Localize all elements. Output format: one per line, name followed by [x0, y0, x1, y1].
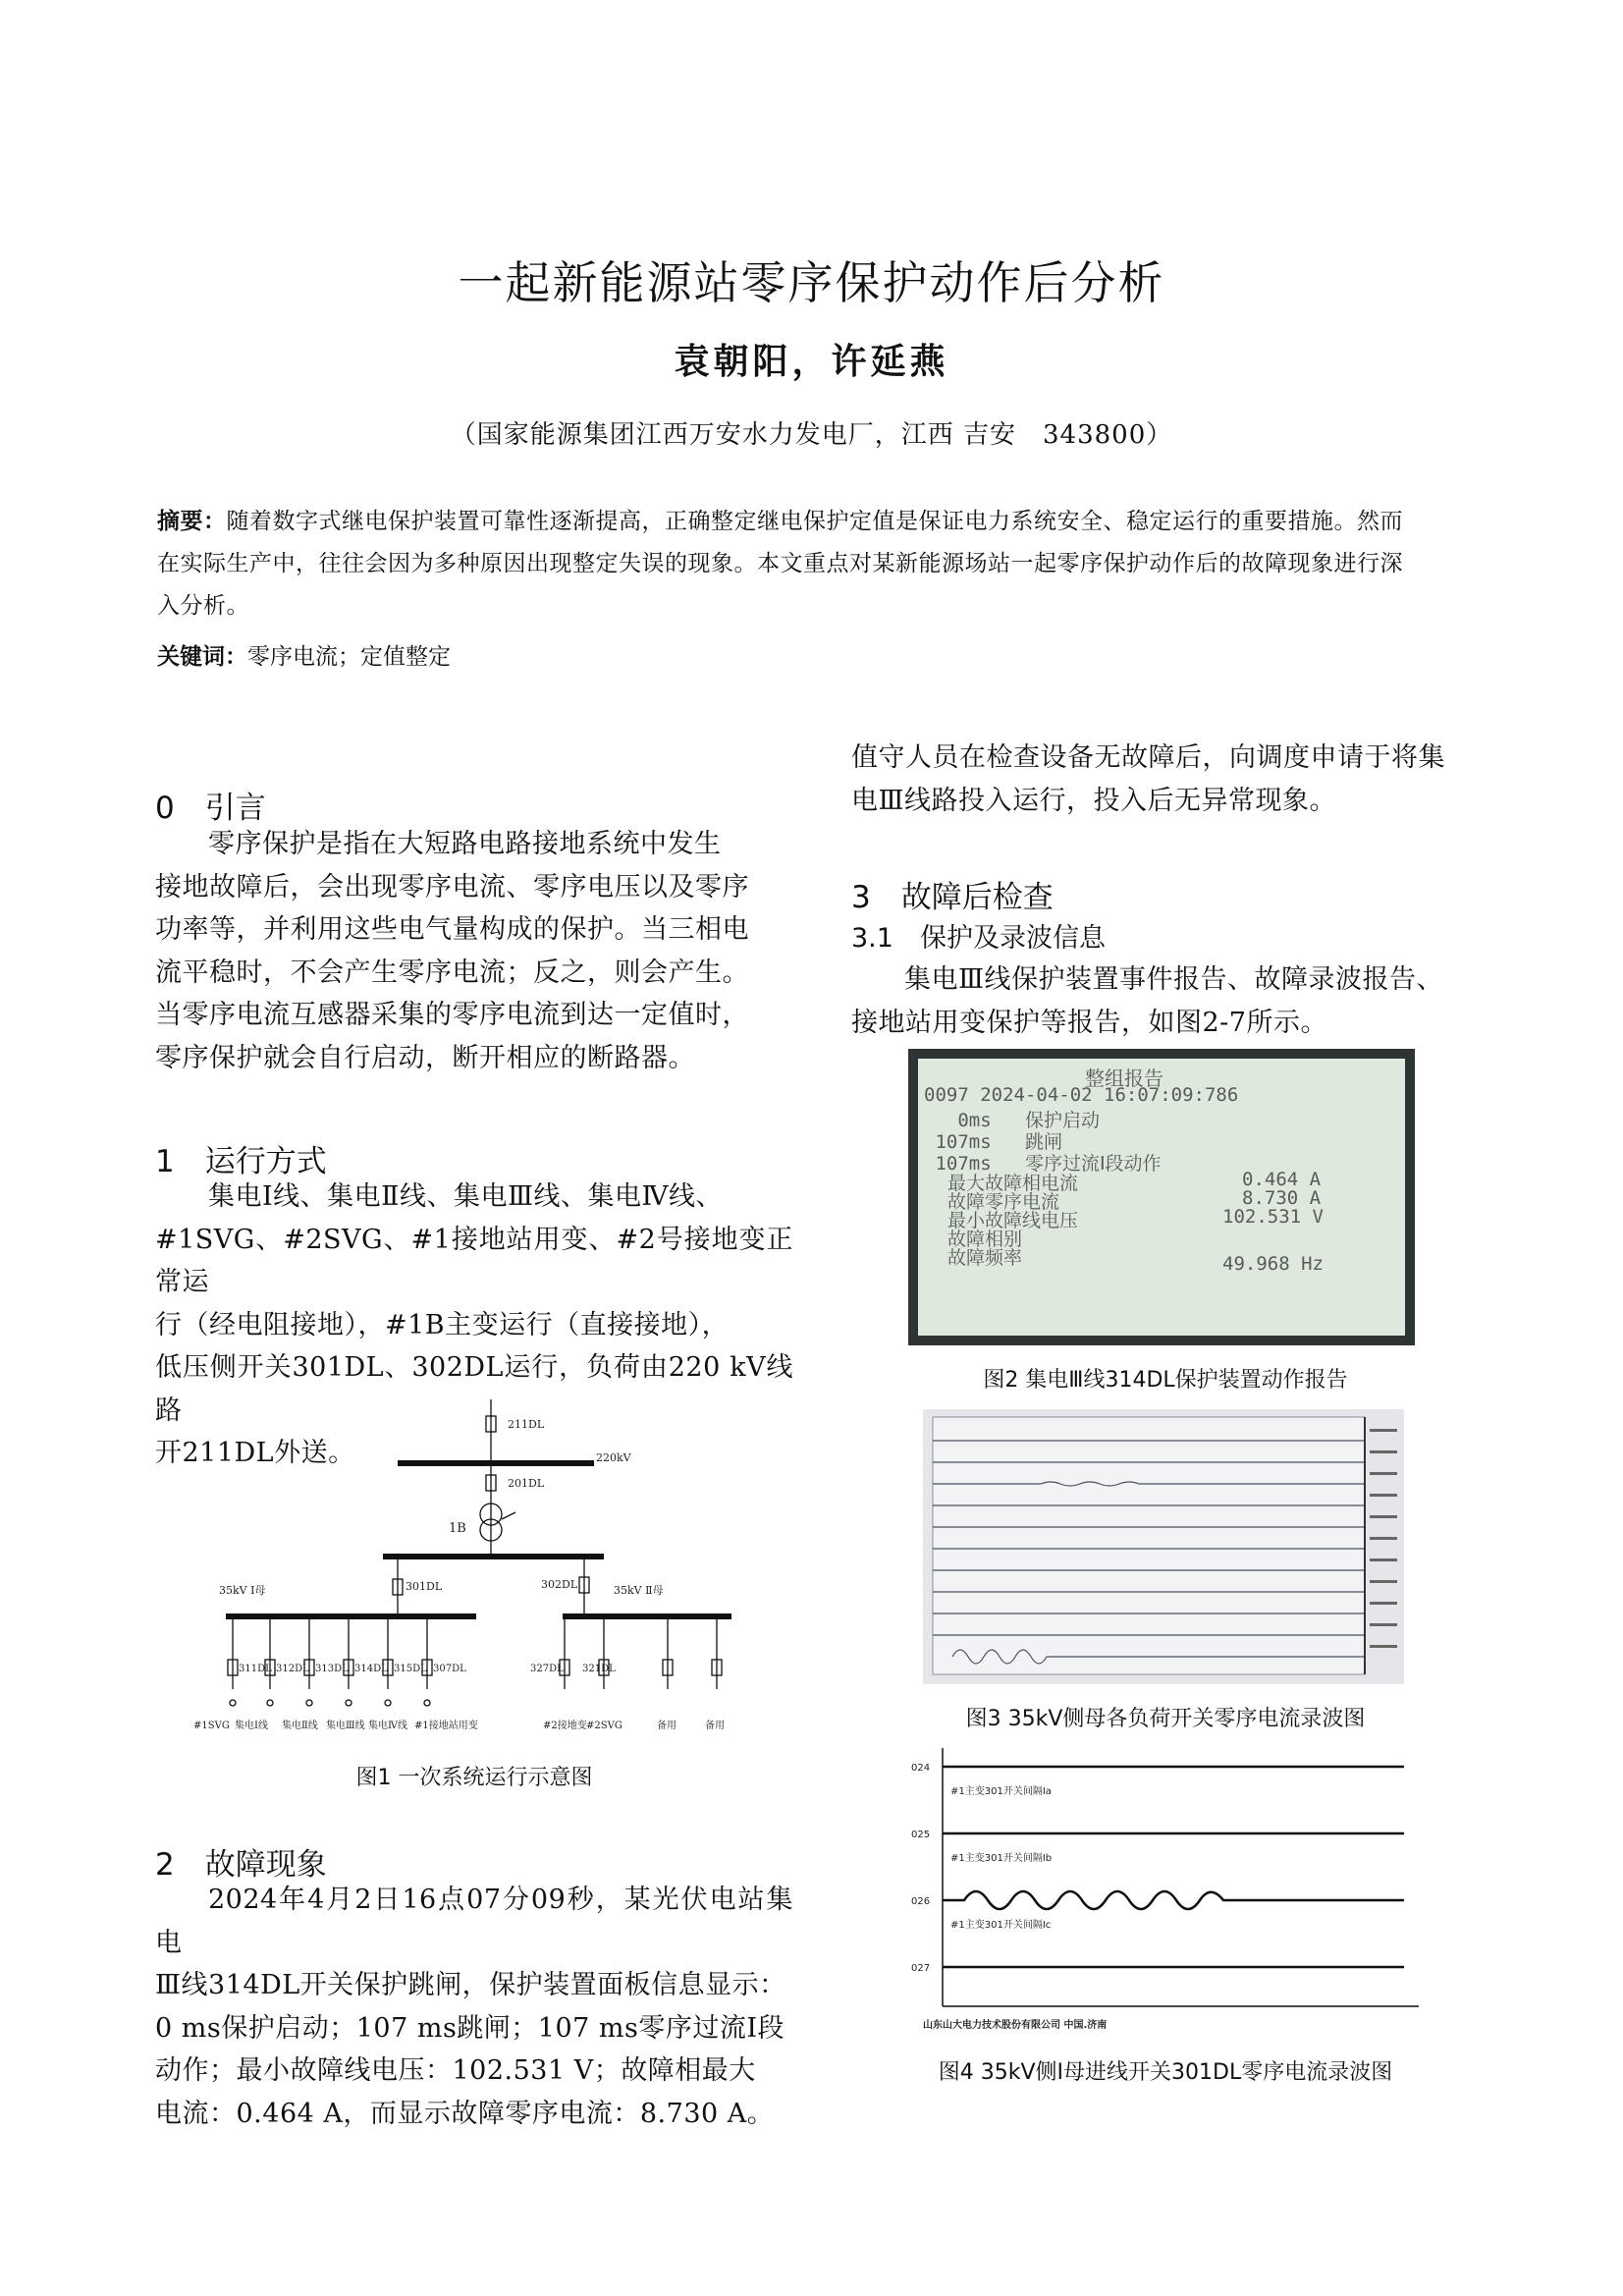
- fig1-load-label: #1接地站用变: [414, 1721, 478, 1731]
- text-line: 集电Ⅲ线保护装置事件报告、故障录波报告、: [904, 964, 1444, 995]
- text-line: 零序保护是指在大短路电路接地系统中发生: [208, 829, 722, 859]
- fig3-waveform: [923, 1409, 1404, 1684]
- text-line: 当零序电流互感器采集的零序电流到达一定值时，: [155, 1000, 749, 1030]
- fig1-load-label: #2接地变: [543, 1721, 587, 1731]
- fig1-load-label: #2SVG: [586, 1721, 622, 1731]
- fig2-lcd-screen: [908, 1049, 1415, 1345]
- text-line: 电Ⅲ线路投入运行，投入后无异常现象。: [851, 785, 1337, 816]
- abstract-line: 在实际生产中，往往会因为多种原因出现整定失误的现象。本文重点对某新能源场站一起零序保护动作后的故障现象进行深: [157, 551, 1403, 576]
- fig1-label: 315DL: [394, 1664, 427, 1674]
- lcd-line: 最大故障相电流: [947, 1173, 1079, 1194]
- lcd-line: 0ms 保护启动: [924, 1110, 1100, 1131]
- fig1-label: 313DL: [315, 1664, 349, 1674]
- abstract: [157, 501, 1473, 628]
- section-2-body: [155, 1879, 793, 2135]
- fig3-caption: 图3 35kV侧母各负荷开关零序电流录波图: [965, 1707, 1366, 1731]
- affiliation: （国家能源集团江西万安水力发电厂，江西 吉安 343800）: [450, 420, 1173, 450]
- fig1-label: 1B: [449, 1521, 466, 1536]
- keywords-label: 关键词：: [157, 644, 247, 670]
- lcd-value: 0.464 A: [1242, 1169, 1322, 1190]
- lcd-line: 0097 2024-04-02 16:07:09:786: [924, 1084, 1239, 1106]
- continued-paragraph: [851, 737, 1480, 822]
- text-line: 集电Ⅰ线、集电Ⅱ线、集电Ⅲ线、集电Ⅳ线、: [208, 1181, 724, 1212]
- lcd-value: 8.730 A: [1242, 1187, 1322, 1209]
- fig1-label: 211DL: [508, 1418, 545, 1431]
- fig1-label: 302DL: [541, 1578, 578, 1591]
- text-line: 动作；最小故障线电压：102.531 V；故障相最大: [155, 2055, 756, 2086]
- lcd-line: 107ms 跳闸: [924, 1131, 1062, 1153]
- authors: 袁朝阳，许延燕: [674, 341, 949, 382]
- fig4-series-name: #1主变301开关间隔Ic: [950, 1920, 1052, 1931]
- fig1-label: 35kV Ⅱ母: [614, 1584, 664, 1597]
- text-line: 功率等，并利用这些电气量构成的保护。当三相电: [155, 914, 749, 945]
- fig4-series-name: #1主变301开关间隔Ib: [950, 1853, 1053, 1864]
- fig1-label: 220kV: [596, 1451, 631, 1464]
- text-line: 接地站用变保护等报告，如图2-7所示。: [851, 1007, 1327, 1038]
- fig2-caption: 图2 集电Ⅲ线314DL保护装置动作报告: [983, 1368, 1348, 1393]
- text-line: #1SVG、#2SVG、#1接地站用变、#2号接地变正常运: [155, 1224, 793, 1297]
- text-line: 值守人员在检查设备无故障后，向调度申请于将集: [851, 742, 1445, 773]
- lcd-value: 102.531 V: [1222, 1206, 1324, 1228]
- fig4-series-name: #1主变301开关间隔Ia: [950, 1786, 1052, 1797]
- fig1-label: 311DL: [239, 1664, 272, 1674]
- fig4-caption: 图4 35kV侧Ⅰ母进线开关301DL零序电流录波图: [938, 2060, 1393, 2085]
- text-line: 零序保护就会自行启动，断开相应的断路器。: [155, 1042, 695, 1073]
- fig1-label: 301DL: [406, 1580, 443, 1593]
- keywords-text: 零序电流；定值整定: [247, 644, 451, 670]
- lcd-line: 故障相别: [947, 1229, 1023, 1250]
- fig4-channel: 026: [911, 1896, 931, 1907]
- fig4-waveform: [903, 1743, 1424, 2038]
- fig4-channel: 025: [911, 1830, 931, 1840]
- text-line: 低压侧开关301DL、302DL运行，负荷由220 kV线路: [155, 1352, 793, 1426]
- text-line: 0 ms保护启动；107 ms跳闸；107 ms零序过流Ⅰ段: [155, 2012, 785, 2044]
- lcd-value: 49.968 Hz: [1222, 1253, 1324, 1275]
- section-1-heading: 1 运行方式: [155, 1144, 327, 1179]
- lcd-line: 故障频率: [947, 1247, 1023, 1269]
- text-line: Ⅲ线314DL开关保护跳闸，保护装置面板信息显示：: [155, 1970, 786, 2000]
- text-line: 电流：0.464 A，而显示故障零序电流：8.730 A。: [155, 2098, 775, 2129]
- lcd-line: 故障零序电流: [947, 1191, 1060, 1213]
- lcd-line: 最小故障线电压: [947, 1210, 1079, 1231]
- text-line: 行（经电阻接地），#1B主变运行（直接接地），: [155, 1309, 730, 1340]
- fig1-load-label: 集电Ⅲ线: [326, 1721, 365, 1731]
- section-3-1-heading: 3.1 保护及录波信息: [851, 923, 1106, 954]
- fig1-label: 35kV Ⅰ母: [219, 1584, 266, 1597]
- fig1-caption: 图1 一次系统运行示意图: [355, 1766, 593, 1790]
- text-line: 开211DL外送。: [155, 1438, 355, 1468]
- fig4-footer: 山东山大电力技术股份有限公司 中国.济南: [923, 2020, 1108, 2031]
- text-line: 2024年4月2日16点07分09秒，某光伏电站集电: [155, 1885, 793, 1958]
- abstract-line: 随着数字式继电保护装置可靠性逐渐提高，正确整定继电保护定值是保证电力系统安全、稳定运行的重要措施。然而: [226, 509, 1403, 534]
- fig1-label: 321DL: [582, 1664, 616, 1674]
- fig1-label: 327DL: [530, 1664, 564, 1674]
- fig1-load-label: 集电Ⅱ线: [282, 1721, 318, 1731]
- abstract-label: 摘要：: [157, 509, 227, 534]
- text-line: 接地故障后，会出现零序电流、零序电压以及零序: [155, 871, 749, 902]
- fig1-load-label: 备用: [705, 1721, 725, 1731]
- page-title: 一起新能源站零序保护动作后分析: [458, 256, 1165, 309]
- lcd-line: 107ms 零序过流Ⅰ段动作: [924, 1153, 1162, 1175]
- fig1-load-label: 备用: [657, 1721, 676, 1731]
- section-0-heading: 0 引言: [155, 791, 266, 826]
- fig1-label: 312DL: [276, 1664, 309, 1674]
- fig1-label: 314DL: [354, 1664, 388, 1674]
- fig1-load-label: 集电Ⅰ线: [235, 1721, 268, 1731]
- text-line: 流平稳时，不会产生零序电流；反之，则会产生。: [155, 957, 749, 988]
- section-0-body: [155, 823, 793, 1079]
- fig1-diagram: [191, 1394, 781, 1748]
- fig4-channel: 027: [911, 1963, 931, 1974]
- fig1-load-label: 集电Ⅳ线: [368, 1721, 407, 1731]
- section-2-heading: 2 故障现象: [155, 1847, 327, 1883]
- fig1-label: 201DL: [508, 1477, 545, 1490]
- fig4-channel: 024: [911, 1763, 931, 1774]
- fig1-label: 307DL: [433, 1664, 466, 1674]
- keywords: [157, 638, 451, 671]
- section-3-body: [851, 958, 1480, 1044]
- lcd-header: 整组报告: [1085, 1066, 1163, 1090]
- abstract-line: 入分析。: [157, 593, 249, 619]
- section-3-heading: 3 故障后检查: [851, 880, 1054, 915]
- fig1-load-label: #1SVG: [193, 1721, 230, 1731]
